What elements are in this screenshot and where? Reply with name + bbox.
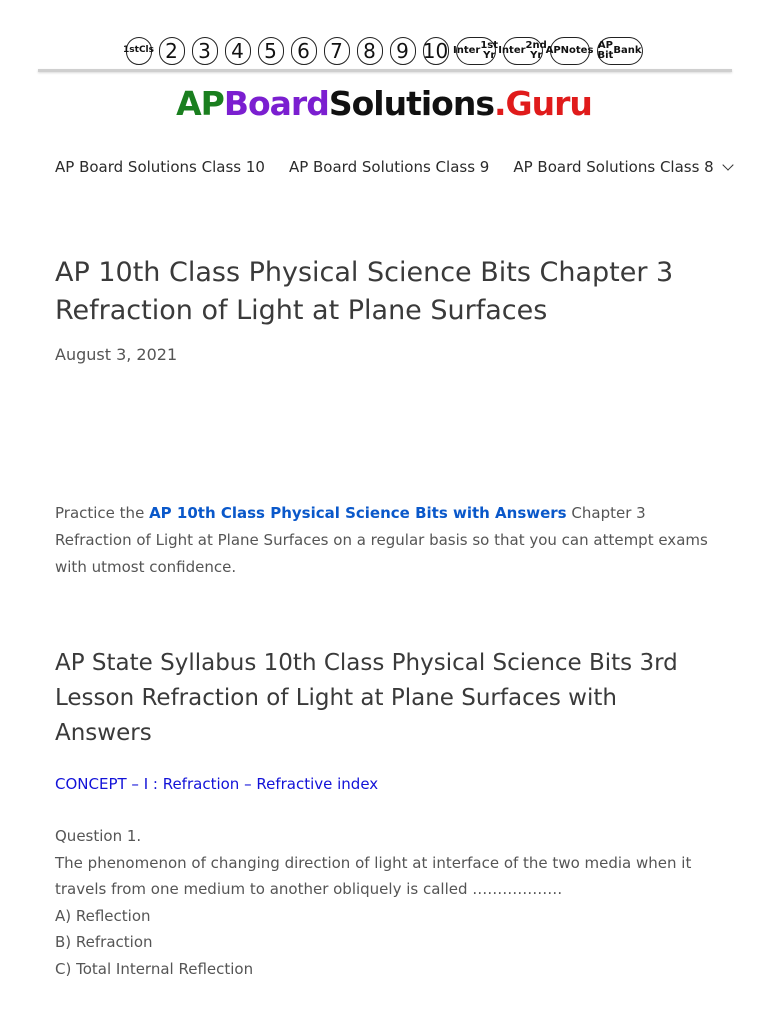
class-nav-pill-label: 2 bbox=[165, 39, 178, 63]
header-divider bbox=[38, 69, 732, 72]
intro-text-before: Practice the bbox=[55, 504, 150, 522]
question-text: The phenomenon of changing direction of light at interface of the two media when it travels from one medium to another obliquely is called ……………… bbox=[55, 853, 692, 898]
class-nav-pill-label: 6 bbox=[297, 39, 310, 63]
logo-part-ap: AP bbox=[176, 84, 224, 123]
class-nav-pill-label: Inter bbox=[498, 45, 526, 56]
class-nav-bar bbox=[0, 36, 768, 66]
class-nav-pill-1st[interactable] bbox=[123, 37, 154, 65]
chevron-down-icon[interactable] bbox=[722, 159, 733, 170]
section-heading: AP State Syllabus 10th Class Physical Science Bits 3rd Lesson Refraction of Light at Plane Surfaces with Answers bbox=[55, 650, 678, 746]
class-nav-pill-7[interactable] bbox=[324, 37, 350, 65]
logo-part-board: Board bbox=[223, 84, 329, 123]
class-nav-pill-label: Bank bbox=[613, 45, 642, 56]
class-nav-pill-label: 4 bbox=[231, 39, 244, 63]
class-nav-pill-9[interactable] bbox=[390, 37, 416, 65]
site-logo[interactable] bbox=[0, 84, 768, 123]
option-c: C) Total Internal Reflection bbox=[55, 959, 254, 978]
class-nav-pill-inter2[interactable] bbox=[498, 37, 547, 65]
intro-text-after: Chapter 3 Refraction of Light at Plane Surfaces on a regular basis so that you can attempt exams with utmost confidence. bbox=[55, 504, 708, 576]
class-nav-pill-label: 3 bbox=[198, 39, 211, 63]
class-nav-pill-inter1[interactable] bbox=[452, 37, 499, 65]
article-title: AP 10th Class Physical Science Bits Chapter 3 Refraction of Light at Plane Surfaces bbox=[55, 257, 674, 326]
class-nav-pill-apbit[interactable] bbox=[597, 37, 643, 65]
class-nav-pill-3[interactable] bbox=[192, 37, 218, 65]
logo-part-solutions: Solutions bbox=[328, 84, 494, 123]
class-nav-pill-label: Notes bbox=[560, 45, 594, 56]
menu-item-class-8-label[interactable]: AP Board Solutions Class 8 bbox=[513, 158, 714, 176]
main-menu bbox=[55, 158, 732, 176]
class-nav-pill-8[interactable] bbox=[357, 37, 383, 65]
logo-part-guru: .Guru bbox=[493, 84, 592, 123]
bits-with-answers-link[interactable]: AP 10th Class Physical Science Bits with Answers bbox=[149, 504, 567, 522]
class-nav-pill-2[interactable] bbox=[159, 37, 185, 65]
class-nav-pill-label: 10 bbox=[422, 39, 449, 63]
concept-heading: CONCEPT – I : Refraction – Refractive index bbox=[55, 775, 379, 793]
class-nav-pill-label: 5 bbox=[264, 39, 277, 63]
class-nav-pill-label: 1st Yr bbox=[480, 40, 499, 61]
class-nav-pill-label: AP Bit bbox=[597, 40, 614, 61]
menu-item-class-10[interactable]: AP Board Solutions Class 10 bbox=[55, 158, 265, 176]
class-nav-pill-6[interactable] bbox=[291, 37, 317, 65]
class-nav-pill-apnotes[interactable] bbox=[545, 37, 594, 65]
option-a: A) Reflection bbox=[55, 906, 151, 925]
post-date: August 3, 2021 bbox=[55, 345, 178, 364]
menu-item-class-8[interactable] bbox=[513, 158, 731, 176]
class-nav-pill-label: Cls bbox=[138, 45, 154, 56]
option-b: B) Refraction bbox=[55, 933, 153, 951]
menu-item-class-9[interactable]: AP Board Solutions Class 9 bbox=[288, 158, 490, 176]
class-nav-pill-label: 8 bbox=[363, 39, 376, 63]
question-label: Question 1. bbox=[55, 827, 142, 845]
question-block bbox=[55, 823, 715, 982]
class-nav-pill-label: 2nd Yr bbox=[525, 40, 547, 61]
class-nav-pill-4[interactable] bbox=[225, 37, 251, 65]
class-nav-pill-label: Inter bbox=[452, 45, 481, 56]
class-nav-pill-10[interactable] bbox=[423, 37, 449, 65]
intro-paragraph bbox=[55, 500, 715, 581]
class-nav-pill-label: 7 bbox=[330, 39, 343, 63]
class-nav-pill-label: 9 bbox=[396, 39, 409, 63]
class-nav-pill-5[interactable] bbox=[258, 37, 284, 65]
class-nav-pill-label: AP bbox=[545, 45, 561, 56]
class-nav-pill-label: 1st bbox=[123, 45, 139, 56]
